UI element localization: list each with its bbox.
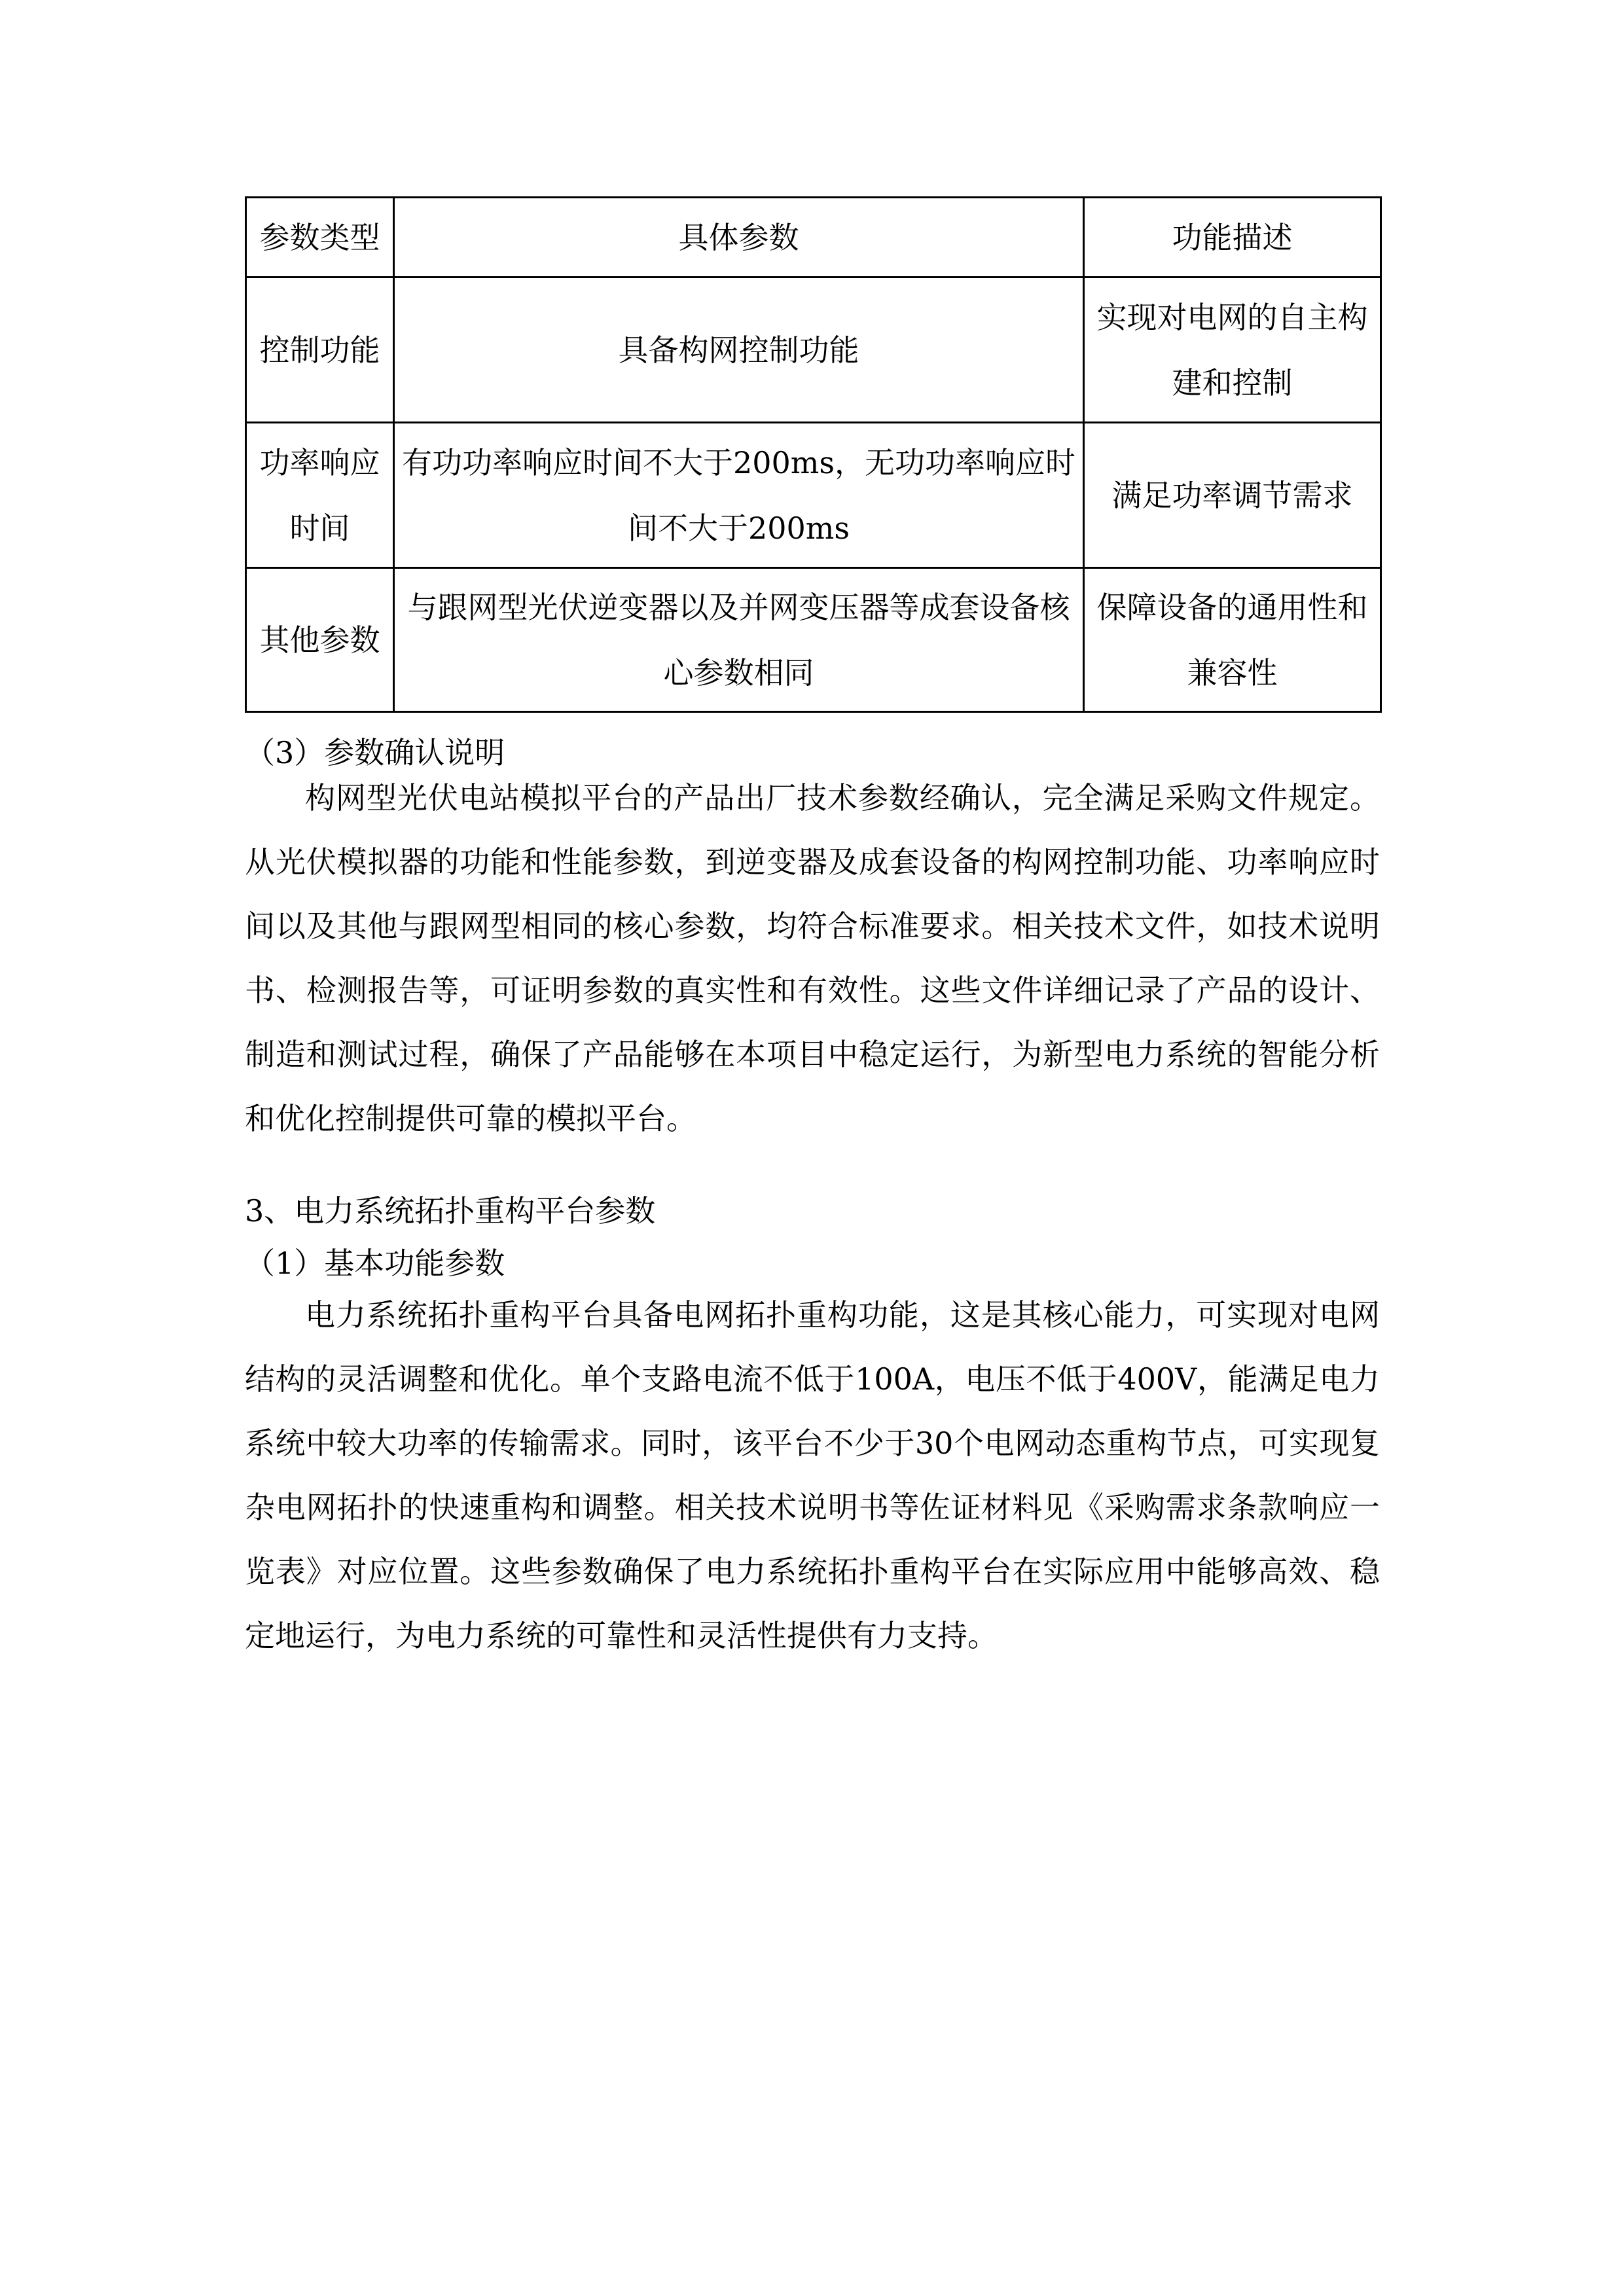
header-param-type: 参数类型 <box>246 198 394 278</box>
cell-description: 满足功率调节需求 <box>1084 423 1381 568</box>
table-header-row <box>246 198 1381 278</box>
table-row <box>246 568 1381 712</box>
cell-type: 其他参数 <box>246 568 394 712</box>
cell-description: 实现对电网的自主构建和控制 <box>1084 278 1381 423</box>
paragraph-topology-platform: 电力系统拓扑重构平台具备电网拓扑重构功能，这是其核心能力，可实现对电网结构的灵活调整和优化。单个支路电流不低于100A，电压不低于400V，能满足电力系统中较大功率的传输需求。同时，该平台不少于30个电网动态重构节点，可实现复杂电网拓扑的快速重构和调整。相关技术说明书等佐证材料见《采购需求条款响应一览表》对应位置。这些参数确保了电力系统拓扑重构平台在实际应用中能够高效、稳定地运行，为电力系统的可靠性和灵活性提供有力支持。 <box>245 1297 1380 1653</box>
paragraph-parameter-confirmation: 构网型光伏电站模拟平台的产品出厂技术参数经确认，完全满足采购文件规定。从光伏模拟器的功能和性能参数，到逆变器及成套设备的构网控制功能、功率响应时间以及其他与跟网型相同的核心参数，均符合标准要求。相关技术文件，如技术说明书、检测报告等，可证明参数的真实性和有效性。这些文件详细记录了产品的设计、制造和测试过程，确保了产品能够在本项目中稳定运行，为新型电力系统的智能分析和优化控制提供可靠的模拟平台。 <box>245 780 1380 1136</box>
header-param-detail: 具体参数 <box>394 198 1084 278</box>
cell-detail: 有功功率响应时间不大于200ms，无功功率响应时间不大于200ms <box>394 423 1084 568</box>
cell-type: 功率响应时间 <box>246 423 394 568</box>
table-row <box>246 278 1381 423</box>
table-row <box>246 423 1381 568</box>
parameter-table <box>245 196 1382 713</box>
cell-type: 控制功能 <box>246 278 394 423</box>
cell-detail: 与跟网型光伏逆变器以及并网变压器等成套设备核心参数相同 <box>394 568 1084 712</box>
cell-description: 保障设备的通用性和兼容性 <box>1084 568 1381 712</box>
header-function-desc: 功能描述 <box>1084 198 1381 278</box>
section-heading-parameter-confirmation: （3）参数确认说明 <box>245 735 505 770</box>
subheading-basic-function: （1）基本功能参数 <box>245 1246 505 1281</box>
section-heading-topology-platform: 3、电力系统拓扑重构平台参数 <box>245 1193 656 1229</box>
cell-detail: 具备构网控制功能 <box>394 278 1084 423</box>
